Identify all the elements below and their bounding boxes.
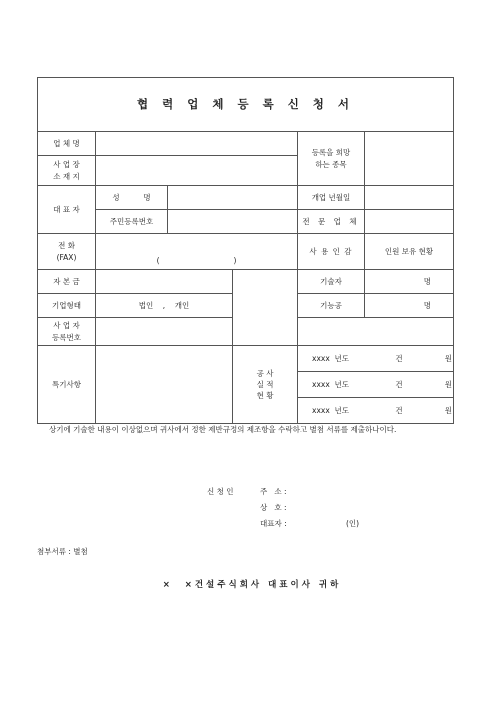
skilled-worker-unit: 명 [423, 300, 432, 310]
representative-label: 대 표 자 [38, 186, 96, 234]
record-count: 건 [395, 353, 403, 363]
founding-date-label: 개업 년월일 [298, 186, 365, 210]
skilled-worker-count[interactable] [365, 294, 454, 318]
applicant-seal: (인) [346, 519, 360, 528]
resident-id-field[interactable] [168, 210, 298, 234]
business-reg-field[interactable] [96, 318, 233, 346]
empty-cell [298, 318, 454, 346]
skilled-worker-label: 기능공 [298, 294, 365, 318]
record-row[interactable] [298, 346, 454, 372]
form-title [38, 78, 454, 132]
record-amount: 원 [444, 379, 452, 389]
seal-label: 사 용 인 감 [298, 234, 365, 270]
staff-status-label: 인원 보유 현황 [365, 234, 454, 270]
applicant-address-label: 주 소 : [260, 487, 287, 496]
technician-label: 기술자 [298, 270, 365, 294]
construction-record-label: 공 사 실 적 현 황 [233, 346, 298, 424]
technician-unit: 명 [423, 276, 432, 286]
seal-field[interactable] [233, 270, 298, 346]
form-title-text: 협 력 업 체 등 록 신 청 서 [137, 96, 355, 111]
applicant-trade-name-label: 상 호 : [260, 503, 287, 512]
record-count: 건 [395, 379, 403, 389]
special-notes-label: 특기사항 [38, 346, 96, 424]
name-field[interactable] [168, 186, 298, 210]
recipient-line: × ×건설주식회사 대표이사 귀하 [162, 580, 342, 590]
founding-date-field[interactable] [365, 186, 454, 210]
business-type-value[interactable]: 법인 , 개인 [96, 294, 233, 318]
phone-field[interactable] [96, 234, 298, 270]
record-year: xxxx 년도 [312, 405, 350, 415]
desired-category-field[interactable] [365, 132, 454, 186]
registration-form-table [37, 77, 454, 424]
declaration-body: 상기에 기술한 내용이 이상없으며 귀사에서 정한 제반규정의 제조항을 수락하고 별첨 서류를 제출하나이다. [49, 425, 397, 434]
specialty-field[interactable] [365, 210, 454, 234]
applicant-representative-label: 대표자 : [260, 519, 287, 528]
company-name-field[interactable] [96, 132, 298, 156]
declaration-text [37, 424, 467, 436]
record-year: xxxx 년도 [312, 379, 350, 389]
capital-field[interactable] [96, 270, 233, 294]
name-label: 성 명 [96, 186, 168, 210]
fax-parens: ( ) [156, 255, 237, 265]
record-row[interactable] [298, 372, 454, 398]
record-row[interactable] [298, 398, 454, 424]
resident-id-label: 주민등록번호 [96, 210, 168, 234]
attachments-line: 첨부서류 : 별첨 [37, 547, 88, 556]
record-count: 건 [395, 405, 403, 415]
company-name-label: 업 체 명 [38, 132, 96, 156]
record-amount: 원 [444, 353, 452, 363]
applicant-label: 신 청 인 [207, 487, 234, 496]
capital-label: 자 본 금 [38, 270, 96, 294]
business-address-label: 사 업 장 소 재 지 [38, 156, 96, 186]
business-address-field[interactable] [96, 156, 298, 186]
specialty-label: 전 문 업 체 [298, 210, 365, 234]
technician-count[interactable] [365, 270, 454, 294]
record-amount: 원 [444, 405, 452, 415]
phone-label: 전 화 (FAX) [38, 234, 96, 270]
business-type-label: 기업형태 [38, 294, 96, 318]
business-reg-label: 사 업 자 등록번호 [38, 318, 96, 346]
special-notes-field[interactable] [96, 346, 233, 424]
desired-category-label: 등록을 희망 하는 종목 [298, 132, 365, 186]
record-year: xxxx 년도 [312, 353, 350, 363]
